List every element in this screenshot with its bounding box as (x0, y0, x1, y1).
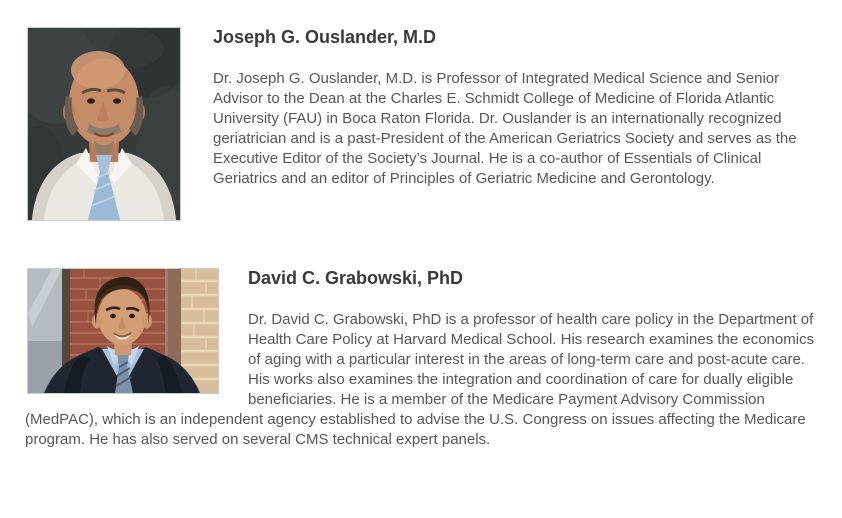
grabowski-name-heading: David C. Grabowski, PhD (248, 268, 464, 288)
grabowski-bio-paragraph: Dr. David C. Grabowski, PhD is a professor of health care policy in the Department of Health Care Policy at Harvard Medical School. His research examines the economics of aging with a particular interest in the areas of long-term care and post-acute care. His works also examines the integration and coordination of care for dually eligible beneficiaries. He is a member of the Medicare Payment Advisory Commission (MedPAC), which is an independent agency established to advise the U.S. Congress on issues affecting the Medicare program. He has also served on several CMS technical expert panels. (25, 310, 815, 448)
ouslander-name-heading: Joseph G. Ouslander, M.D (213, 27, 437, 47)
grabowski-photo-frame (27, 268, 219, 394)
grabowski-portrait-photo (28, 269, 218, 393)
bio-section-grabowski (25, 268, 817, 450)
ouslander-portrait-photo (28, 28, 180, 220)
bio-section-ouslander (25, 27, 817, 227)
ouslander-photo-frame (27, 27, 181, 221)
ouslander-bio-paragraph: Dr. Joseph G. Ouslander, M.D. is Professor of Integrated Medical Science and Senior Advisor to the Dean at the Charles E. Schmidt College of Medicine of Florida Atlantic University (FAU) in Boca Raton Florida. Dr. Ouslander is an internationally recognized geriatrician and is a past-President of the American Geriatrics Society and serves as the Executive Editor of the Society’s Journal. He is a co-author of Essentials of Clinical Geriatrics and an editor of Principles of Geriatric Medicine and Gerontology. (213, 69, 797, 187)
